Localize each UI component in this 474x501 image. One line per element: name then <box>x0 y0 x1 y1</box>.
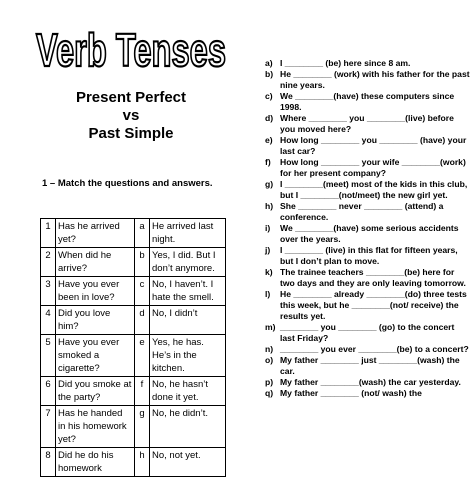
table-row <box>41 448 226 477</box>
exercise-item <box>265 267 470 289</box>
table-row <box>41 406 226 448</box>
exercise-text: My father ________ just ________(wash) the car. <box>280 355 462 376</box>
exercise-text: I ________ (live) in this flat for fifteen years, but I don’t plan to move. <box>280 245 461 266</box>
exercise-item <box>265 388 470 399</box>
answer-letter: g <box>135 406 150 448</box>
answer-letter: e <box>135 335 150 377</box>
question-cell: Has he arrived yet? <box>56 219 135 248</box>
exercise-item <box>265 69 470 91</box>
answer-cell: No, I didn’t <box>150 306 226 335</box>
exercise-letter: e) <box>265 135 273 145</box>
exercise-letter: h) <box>265 201 274 211</box>
exercise-text: I ________(meet) most of the kids in this club, but I ________(not/meet) the new girl yet. <box>280 179 470 200</box>
answer-cell: No, not yet. <box>150 448 226 477</box>
row-number: 7 <box>41 406 56 448</box>
exercise-letter: a) <box>265 58 273 68</box>
matching-table <box>40 218 226 477</box>
table-row <box>41 277 226 306</box>
exercise-item <box>265 157 470 179</box>
exercise-item <box>265 344 470 355</box>
exercise-text: We ________(have) some serious accidents over the years. <box>280 223 461 244</box>
exercise-item <box>265 289 470 322</box>
exercise-list <box>265 58 470 399</box>
exercise-item <box>265 322 470 344</box>
exercise-item <box>265 377 470 388</box>
answer-letter: a <box>135 219 150 248</box>
exercise-letter: d) <box>265 113 274 123</box>
exercise-letter: o) <box>265 355 274 365</box>
question-cell: Have you ever smoked a cigarette? <box>56 335 135 377</box>
exercise-letter: p) <box>265 377 274 387</box>
exercise-item <box>265 91 470 113</box>
table-row <box>41 335 226 377</box>
answer-cell: No, he didn’t. <box>150 406 226 448</box>
answer-letter: d <box>135 306 150 335</box>
exercise-item <box>265 201 470 223</box>
question-cell: Have you ever been in love? <box>56 277 135 306</box>
row-number: 4 <box>41 306 56 335</box>
exercise-letter: j) <box>265 245 271 255</box>
row-number: 6 <box>41 377 56 406</box>
title-graphic <box>0 0 262 80</box>
exercise-text: He ________ already ________(do) three tests this week, but he ________(not/ receive) the results yet. <box>280 289 470 321</box>
row-number: 8 <box>41 448 56 477</box>
exercise-letter: g) <box>265 179 274 189</box>
answer-cell: Yes, I did. But I don’t anymore. <box>150 248 226 277</box>
table-row <box>41 377 226 406</box>
exercise-text: ________ you ________ (go) to the concert last Friday? <box>280 322 457 343</box>
exercise-letter: l) <box>265 289 271 299</box>
exercise-text: We ________(have) these computers since 1998. <box>280 91 457 112</box>
exercise-item <box>265 58 470 69</box>
question-cell: Did you love him? <box>56 306 135 335</box>
exercise-item <box>265 179 470 201</box>
exercise-letter: n) <box>265 344 274 354</box>
exercise-letter: i) <box>265 223 271 233</box>
exercise-item <box>265 113 470 135</box>
page-title: Verb Tenses <box>36 24 226 76</box>
exercise-text: My father ________ (not/ wash) the <box>280 388 422 398</box>
exercise-item <box>265 355 470 377</box>
row-number: 2 <box>41 248 56 277</box>
exercise-letter: b) <box>265 69 274 79</box>
answer-letter: b <box>135 248 150 277</box>
table-row <box>41 248 226 277</box>
exercise-item <box>265 223 470 245</box>
question-cell: Did he do his homework <box>56 448 135 477</box>
answer-cell: No, I haven’t. I hate the smell. <box>150 277 226 306</box>
exercise-letter: c) <box>265 91 273 101</box>
answer-letter: f <box>135 377 150 406</box>
question-cell: Did you smoke at the party? <box>56 377 135 406</box>
task-heading: 1 – Match the questions and answers. <box>42 178 213 189</box>
exercise-item <box>265 135 470 157</box>
exercise-item <box>265 245 470 267</box>
exercise-letter: f) <box>265 157 271 167</box>
question-cell: Has he handed in his homework yet? <box>56 406 135 448</box>
answer-letter: h <box>135 448 150 477</box>
subtitle-line-2: vs <box>122 107 140 124</box>
table-row <box>41 219 226 248</box>
answer-cell: He arrived last night. <box>150 219 226 248</box>
exercise-text: I ________ (be) here since 8 am. <box>280 58 411 68</box>
exercise-letter: m) <box>265 322 276 332</box>
exercise-text: How long ________ you ________ (have) your last car? <box>280 135 469 156</box>
exercise-text: The trainee teachers ________(be) here for two days and they are only leaving tomorrow. <box>280 267 466 288</box>
subtitle-line-3: Past Simple <box>88 125 174 142</box>
answer-letter: c <box>135 277 150 306</box>
row-number: 3 <box>41 277 56 306</box>
exercise-text: My father ________(wash) the car yesterday. <box>280 377 461 387</box>
exercise-text: He ________ (work) with his father for the past nine years. <box>280 69 472 90</box>
exercise-letter: q) <box>265 388 274 398</box>
title-block <box>0 0 262 80</box>
answer-cell: Yes, he has. He’s in the kitchen. <box>150 335 226 377</box>
row-number: 1 <box>41 219 56 248</box>
answer-cell: No, he hasn’t done it yet. <box>150 377 226 406</box>
exercise-text: Where ________ you ________(live) before you moved here? <box>280 113 457 134</box>
row-number: 5 <box>41 335 56 377</box>
subtitle-line-1: Present Perfect <box>75 89 187 106</box>
exercise-text: How long ________ your wife ________(work) for her present company? <box>280 157 469 178</box>
question-cell: When did he arrive? <box>56 248 135 277</box>
exercise-text: ________ you ever ________(be) to a concert? <box>280 344 469 354</box>
exercise-text: She ________ never ________ (attend) a conference. <box>280 201 446 222</box>
exercise-letter: k) <box>265 267 273 277</box>
table-row <box>41 306 226 335</box>
